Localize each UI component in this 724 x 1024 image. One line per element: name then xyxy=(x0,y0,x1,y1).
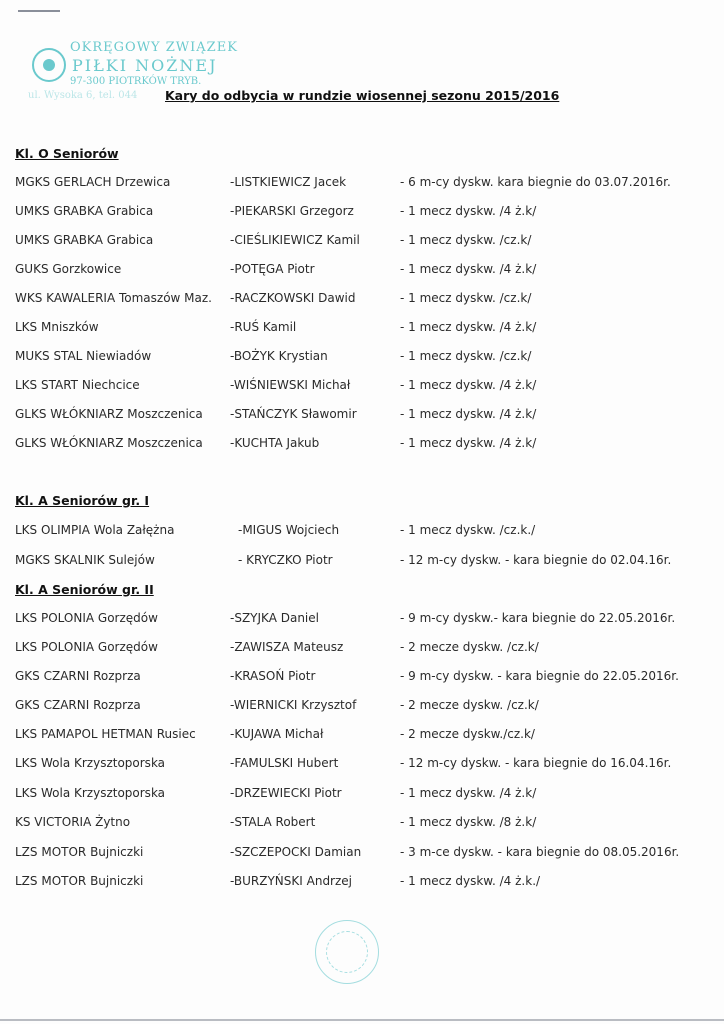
player-name: -STAŃCZYK Sławomir xyxy=(230,407,357,421)
player-name: -BURZYŃSKI Andrzej xyxy=(230,874,353,888)
club-name: LKS Mniszków xyxy=(15,320,99,334)
player-name: -SZYJKA Daniel xyxy=(230,611,319,625)
club-name: LZS MOTOR Bujniczki xyxy=(15,845,144,859)
penalty-text: - 1 mecz dyskw. /cz.k/ xyxy=(400,291,532,305)
penalty-text: - 1 mecz dyskw. /4 ż.k/ xyxy=(400,320,537,334)
table-row xyxy=(0,407,724,425)
table-row xyxy=(0,698,724,716)
table-row xyxy=(0,845,724,863)
player-name: -FAMULSKI Hubert xyxy=(230,756,339,770)
stamp-line-1: OKRĘGOWY ZWIĄZEK xyxy=(70,40,238,55)
club-name: UMKS GRABKA Grabica xyxy=(15,204,154,218)
club-name: GKS CZARNI Rozprza xyxy=(15,669,141,683)
penalty-text: - 9 m-cy dyskw.- kara biegnie do 22.05.2016r. xyxy=(400,611,676,625)
penalty-text: - 1 mecz dyskw. /4 ż.k/ xyxy=(400,262,537,276)
club-name: LKS PAMAPOL HETMAN Rusiec xyxy=(15,727,196,741)
club-name: MUKS STAL Niewiadów xyxy=(15,349,152,363)
table-row xyxy=(0,727,724,745)
table-row xyxy=(0,611,724,629)
table-row xyxy=(0,523,724,541)
player-name: - KRYCZKO Piotr xyxy=(238,553,333,567)
player-name: -KUCHTA Jakub xyxy=(230,436,320,450)
table-row xyxy=(0,320,724,338)
player-name: -SZCZEPOCKI Damian xyxy=(230,845,362,859)
penalty-text: - 1 mecz dyskw. /4 ż.k/ xyxy=(400,786,537,800)
player-name: -BOŻYK Krystian xyxy=(230,349,328,363)
section-heading: Kl. A Seniorów gr. I xyxy=(15,493,150,508)
player-name: -POTĘGA Piotr xyxy=(230,262,315,276)
section-heading: Kl. A Seniorów gr. II xyxy=(15,582,154,597)
top-rule xyxy=(18,10,60,12)
club-name: UMKS GRABKA Grabica xyxy=(15,233,154,247)
penalty-text: - 2 mecze dyskw. /cz.k/ xyxy=(400,698,539,712)
stamp-line-2: PIŁKI NOŻNEJ xyxy=(72,56,218,75)
penalty-text: - 1 mecz dyskw. /4 ż.k/ xyxy=(400,436,537,450)
player-name: -CIEŚLIKIEWICZ Kamil xyxy=(230,233,360,247)
table-row xyxy=(0,756,724,774)
penalty-text: - 12 m-cy dyskw. - kara biegnie do 16.04.16r. xyxy=(400,756,672,770)
penalty-text: - 1 mecz dyskw. /cz.k/ xyxy=(400,233,532,247)
table-row xyxy=(0,175,724,193)
player-name: -PIEKARSKI Grzegorz xyxy=(230,204,354,218)
table-row xyxy=(0,874,724,892)
penalty-text: - 3 m-ce dyskw. - kara biegnie do 08.05.2016r. xyxy=(400,845,680,859)
player-name: -WIERNICKI Krzysztof xyxy=(230,698,357,712)
player-name: -RUŚ Kamil xyxy=(230,320,297,334)
football-logo-icon xyxy=(32,48,66,82)
club-name: GLKS WŁÓKNIARZ Moszczenica xyxy=(15,436,203,450)
table-row xyxy=(0,378,724,396)
penalty-text: - 1 mecz dyskw. /4 ż.k/ xyxy=(400,407,537,421)
penalty-text: - 1 mecz dyskw. /8 ż.k/ xyxy=(400,815,537,829)
table-row xyxy=(0,262,724,280)
table-row xyxy=(0,815,724,833)
club-name: LKS START Niechcice xyxy=(15,378,140,392)
penalty-text: - 12 m-cy dyskw. - kara biegnie do 02.04.16r. xyxy=(400,553,672,567)
penalty-text: - 1 mecz dyskw. /4 ż.k/ xyxy=(400,378,537,392)
club-name: GLKS WŁÓKNIARZ Moszczenica xyxy=(15,407,203,421)
player-name: -KRASOŃ Piotr xyxy=(230,669,316,683)
round-stamp-icon xyxy=(315,920,379,984)
table-row xyxy=(0,640,724,658)
club-name: MGKS SKALNIK Sulejów xyxy=(15,553,155,567)
club-name: LKS OLIMPIA Wola Załężna xyxy=(15,523,175,537)
table-row xyxy=(0,233,724,251)
penalty-text: - 9 m-cy dyskw. - kara biegnie do 22.05.2016r. xyxy=(400,669,679,683)
penalty-text: - 1 mecz dyskw. /cz.k./ xyxy=(400,523,536,537)
bottom-rule xyxy=(0,1019,724,1021)
club-name: LKS Wola Krzysztoporska xyxy=(15,786,166,800)
table-row xyxy=(0,349,724,367)
club-name: LKS POLONIA Gorzędów xyxy=(15,611,158,625)
club-name: GUKS Gorzkowice xyxy=(15,262,122,276)
player-name: -KUJAWA Michał xyxy=(230,727,324,741)
stamp-line-3: 97-300 PIOTRKÓW TRYB. xyxy=(70,76,202,87)
table-row xyxy=(0,669,724,687)
club-name: LZS MOTOR Bujniczki xyxy=(15,874,144,888)
penalty-text: - 2 mecze dyskw. /cz.k/ xyxy=(400,640,539,654)
player-name: -RACZKOWSKI Dawid xyxy=(230,291,356,305)
table-row xyxy=(0,204,724,222)
player-name: -MIGUS Wojciech xyxy=(238,523,340,537)
table-row xyxy=(0,436,724,454)
penalty-text: - 2 mecze dyskw./cz.k/ xyxy=(400,727,535,741)
document-title: Kary do odbycia w rundzie wiosennej sezonu 2015/2016 xyxy=(165,88,560,103)
penalty-text: - 1 mecz dyskw. /cz.k/ xyxy=(400,349,532,363)
penalty-text: - 1 mecz dyskw. /4 ż.k./ xyxy=(400,874,541,888)
club-name: LKS POLONIA Gorzędów xyxy=(15,640,158,654)
section-heading: Kl. O Seniorów xyxy=(15,146,119,161)
stamp-line-4: ul. Wysoka 6, tel. 044 xyxy=(28,90,138,101)
player-name: -WIŚNIEWSKI Michał xyxy=(230,378,351,392)
player-name: -LISTKIEWICZ Jacek xyxy=(230,175,347,189)
club-name: LKS Wola Krzysztoporska xyxy=(15,756,166,770)
player-name: -DRZEWIECKI Piotr xyxy=(230,786,342,800)
player-name: -STALA Robert xyxy=(230,815,316,829)
club-name: MGKS GERLACH Drzewica xyxy=(15,175,171,189)
association-stamp xyxy=(22,38,262,118)
penalty-text: - 1 mecz dyskw. /4 ż.k/ xyxy=(400,204,537,218)
player-name: -ZAWISZA Mateusz xyxy=(230,640,344,654)
table-row xyxy=(0,553,724,571)
club-name: KS VICTORIA Żytno xyxy=(15,815,131,829)
club-name: GKS CZARNI Rozprza xyxy=(15,698,141,712)
table-row xyxy=(0,291,724,309)
club-name: WKS KAWALERIA Tomaszów Maz. xyxy=(15,291,212,305)
table-row xyxy=(0,786,724,804)
penalty-text: - 6 m-cy dyskw. kara biegnie do 03.07.2016r. xyxy=(400,175,671,189)
